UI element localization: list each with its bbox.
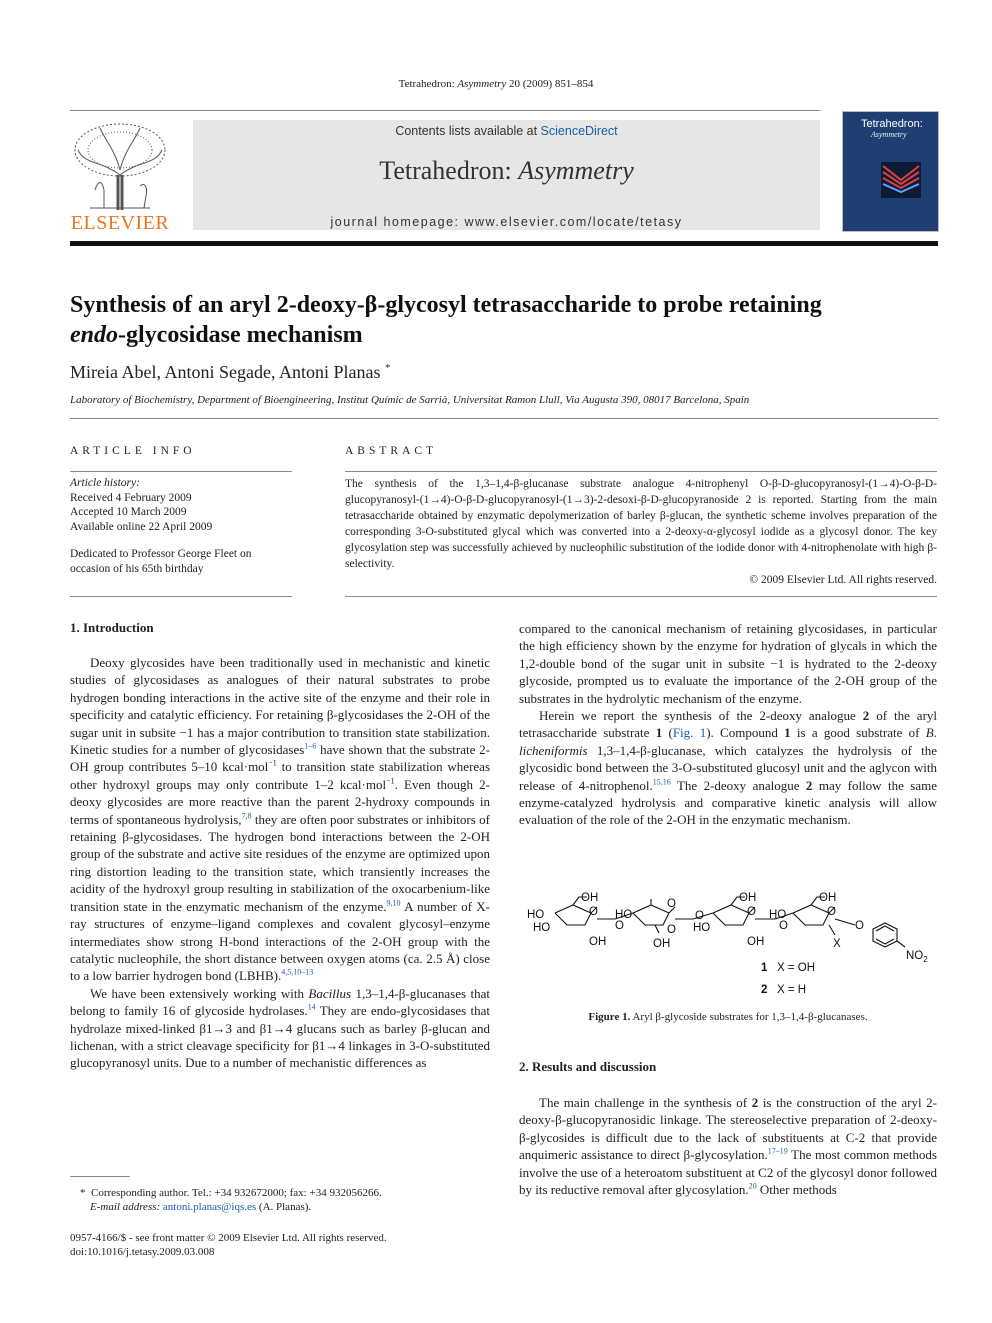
fig-o-1: O [589,906,598,918]
figure-1-structure [525,885,937,1005]
cover-subtitle: Asymmetry [871,130,907,139]
fig-compound-1-eq: X = OH [777,962,816,974]
journal-cover [842,111,939,232]
article-title: Synthesis of an aryl 2-deoxy-β-glycosyl tetrasaccharide to probe retaining endo-glycosidase mechanism [70,292,822,348]
abstract-copyright: © 2009 Elsevier Ltd. All rights reserved. [749,574,937,586]
fig-o-2: O [615,920,624,932]
fig-o-3: O [667,898,676,910]
abstract-text: The synthesis of the 1,3–1,4-β-glucanase substrate analogue 4-nitrophenyl O-β-D-glucopyranosyl-(1→4)-O-β-D-glucopyranosyl-(1→4)-O-β-D-glucopyranosyl-(1→3)-2-desoxi-β-D-glucopyranoside 2 is reported. Starting from the main tetrasaccharide obtained by enzymatic depolymerization of barley β-glucan, the synthetic scheme involves preparation of the corresponding 3-O-substituted glycal which was converted into a 2-deoxy-α-glycosyl iodide as a glycosyl donor. The key glycosylation step was successfully achieved by nucleophilic substitution of the iodide donor with 4-nitrophenolate with high β-selectivity. © 2009 Elsevier Ltd. All rights reserved. [345,478,937,586]
abstract-rule [345,471,937,472]
email-link[interactable]: antoni.planas@iqs.es [162,1201,257,1213]
footnote: * Corresponding author. Tel.: +34 932672000; fax: +34 932056266. E-mail address: antoni.planas@iqs.es (A. Planas). [80,1187,382,1213]
fig-ho-2: HO [533,922,551,934]
fig-oh-5: OH [739,892,757,904]
intro-body [70,654,490,1072]
fig-compound-1: 1 [761,962,768,974]
fig-o-9: O [855,920,864,932]
journal-banner [193,120,820,230]
fig-compound-2: 2 [761,984,768,996]
publisher-wordmark: ELSEVIER [70,212,170,234]
tree-icon [70,120,170,212]
affiliation: Laboratory of Biochemistry, Department of Bioengineering, Institut Químic de Sarrià, Universitat Ramon Llull, Via Augusta 390, 08017 Barcelona, Spain [70,394,750,406]
footer: 0957-4166/$ - see front matter © 2009 Elsevier Ltd. All rights reserved. doi:10.1016/j.tetasy.2009.03.008 [70,1232,387,1258]
article-info-rule [70,471,292,472]
footnote-rule [70,1176,130,1177]
results-heading: 2. Results and discussion [519,1059,657,1074]
right-column-body [519,620,937,829]
article-info-bottom-rule [70,596,292,597]
right-paragraph-2: Herein we report the synthesis of the 2-deoxy analogue 2 of the aryl tetrasaccharide substrate 1 (Fig. 1). Compound 1 is a good substrate of B. licheniformis 1,3–1,4-β-glucanase, which catalyzes the hydrolysis of the glycosidic bond between the 3-O-substituted glucosyl unit and the aglycon with release of 4-nitrophenol.$^{15,16}$ The 2-deoxy analogue 2 may follow the same enzyme-catalyzed hydrolysis and comparative kinetic analysis will allow evaluation of the role of the 2-OH in the enzymatic mechanism. [519,708,938,828]
corresponding-mark[interactable]: * [384,362,391,374]
figure-1-link[interactable]: Fig. 1 [672,725,707,741]
intro-heading: 1. Introduction [70,620,154,635]
fig-compound-2-eq: X = H [777,984,807,996]
fig-ho-5: HO [769,909,787,921]
fig-ho-3: HO [615,909,633,921]
fig-oh-1: OH [581,892,599,904]
fig-oh-2: OH [589,936,607,948]
article-info-heading: ARTICLE INFO [70,445,196,457]
figure-1-caption: Figure 1. Aryl β-glycoside substrates for 1,3–1,4-β-glucanases. [588,1011,868,1023]
fig-ho-4: HO [693,922,711,934]
header-rule [70,110,820,111]
fig-oh-6: OH [747,936,765,948]
abstract-heading: ABSTRACT [345,445,438,457]
fig-o-4: O [667,924,676,936]
header-thick-rule [70,241,938,246]
fig-o-6: O [747,906,756,918]
contents-line: Contents lists available at ScienceDirect [395,124,618,138]
intro-paragraph-2: We have been extensively working with Bacillus 1,3–1,4-β-glucanases that belong to family 16 of glycoside hydrolases.$^{14}$ They are endo-glycosidases that hydrolaze mixed-linked β1→3 and β1→4 glucans such as barley β-glucan and lichenan, with a strict cleavage specificity for β1→4 linkages in 3-O-substituted glucopyranosyl units. Due to a number of mechanistic differences as [70,985,491,1071]
fig-ho-1: HO [527,909,545,921]
journal-homepage[interactable]: journal homepage: www.elsevier.com/locate/tetasy [330,215,683,229]
article-history: Article history: Received 4 February 2009 Accepted 10 March 2009 Available online 22 April 2009 Dedicated to Professor George Fleet on occasion of his 65th birthday [70,477,252,575]
journal-citation: Tetrahedron: Asymmetry 20 (2009) 851–854 [398,78,594,90]
results-paragraph-1: The main challenge in the synthesis of 2 is the construction of the aryl 2-deoxy-β-glucopyranosidic linkage. The stereoselective preparation of 2-deoxy-β-glycosides is difficult due to the lack of substituents at C-2 that provide anquimeric assistance to direct β-glycosylation.$^{17-19}$ The most common methods involve the use of a heteroatom substituent at C2 of the glycosyl donor followed by its reductive removal after glycosylation.$^{20}$ Other methods [519,1095,937,1198]
elsevier-logo [70,120,180,232]
fig-no2: $NO_2$ [906,950,928,964]
fig-oh-7: OH [819,892,837,904]
sciencedirect-link[interactable]: ScienceDirect [540,124,618,138]
affil-rule [70,418,938,419]
intro-paragraph-1: Deoxy glycosides have been traditionally used in mechanistic and kinetic studies of glycosidases as analogues of their natural substrates to probe hydrogen bonding interactions in the active site of the enzyme and their role in specificity and catalytic efficiency. For retaining β-glycosidases the 2-OH of the sugar unit in subsite −1 has a major contribution to transition state stabilization. Kinetic studies for a number of glycosidases$^{1-6}$ have shown that the substrate 2-OH group contributes 5–10 kcal·mol$^{-1}$ to transition state stabilization whereas other hydroxyl groups may only contribute 1–2 kcal·mol$^{-1}$. Even though 2-deoxy glycosides are more reactive than the parent 2-hydroxy compounds in terms of spontaneous hydrolysis,$^{7,8}$ they are often poor substrates or inhibitors of retaining β-glycosidases. The hydrogen bond interactions between the 2-OH group of the substrate and active site residues of the enzyme are optimized upon ring distortion leading to the transition state, which transiently increases the acidity of the hydroxyl group resulting in stabilization of the oxocarbenium-like transition state in the enzymatic mechanism of the enzyme.$^{9,10}$ A number of X-ray structures of enzyme–ligand complexes and covalent glycosyl–enzyme intermediates show strong H-bond interactions of the 2-OH group with the catalytic nucleophile, the short distance between oxygen atoms (ca. 2.5 Å) close to a low barrier hydrogen bond (LBHB).$^{4,5,10-13}$ [70,655,491,984]
results-body [519,1094,937,1198]
author-list: Mireia Abel, Antoni Segade, Antoni Planas * [70,362,391,382]
right-paragraph-1: compared to the canonical mechanism of retaining glycosidases, in particular the high efficiency shown by the enzyme for hydration of glycals in which the 1,2-double bond of the sugar unit in subsite −1 is hydrated to the 2-deoxy glycoside, prompted us to evaluate the importance of the 2-OH group of the substrates in the hydrolytic mechanism of the enzyme. [519,621,937,706]
fig-x: X [833,938,841,950]
fig-o-5: O [695,910,704,922]
fig-oh-4: OH [653,938,671,950]
fig-o-8: O [827,906,836,918]
cover-art-icon [881,162,921,198]
abstract-bottom-rule [345,596,937,597]
cover-title: Tetrahedron: [861,118,923,130]
fig-o-7: O [779,920,788,932]
journal-title: Tetrahedron: Asymmetry [379,156,634,185]
